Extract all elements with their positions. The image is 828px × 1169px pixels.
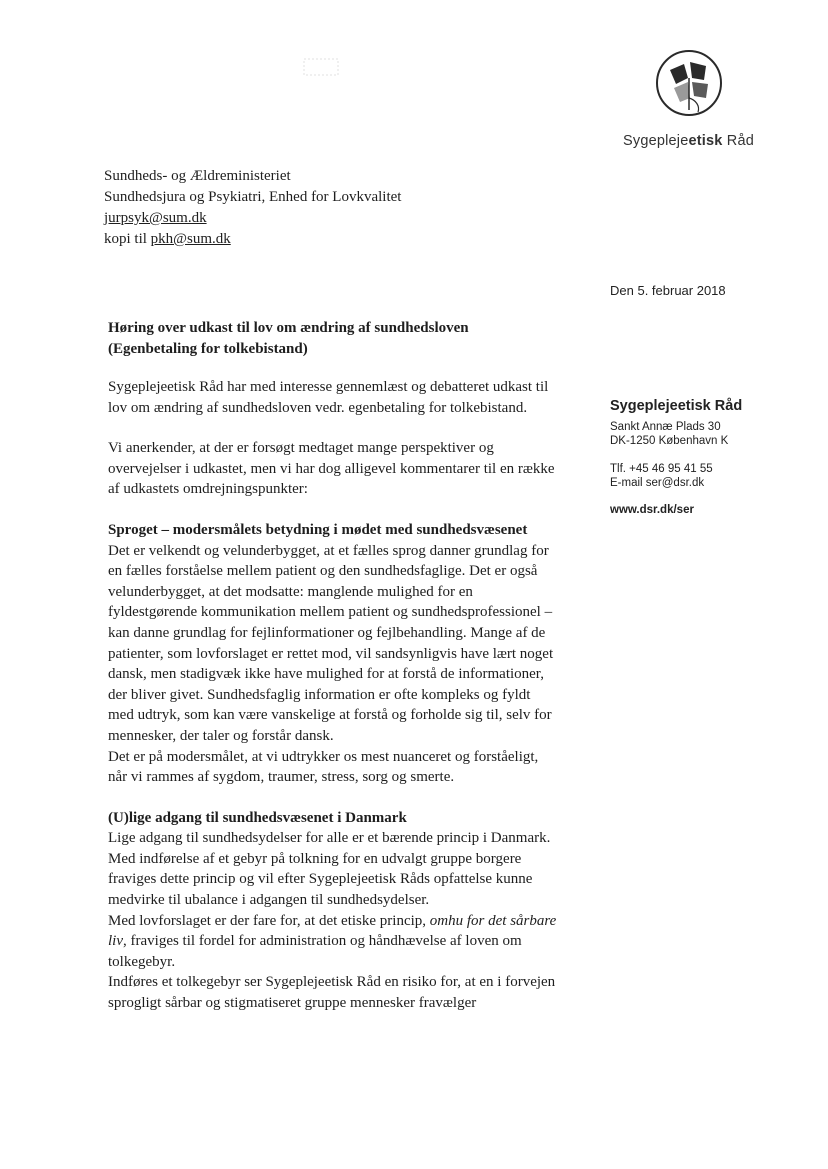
- sender-website-link[interactable]: www.dsr.dk/ser: [610, 504, 694, 516]
- sender-email: E-mail ser@dsr.dk: [610, 477, 705, 489]
- section-heading-access: (U)lige adgang til sundhedsvæsenet i Danmark: [108, 809, 407, 826]
- body-paragraph-risk: Indføres et tolkegebyr ser Sygeplejeetisk Råd en risiko for, at en i forvejen sprogligt sårbar og stigmatiseret gruppe mennesker fravælger: [108, 974, 556, 1012]
- section-heading-language: Sproget – modersmålets betydning i mødet med sundhedsvæsenet: [108, 521, 528, 538]
- body-paragraph-intro: Sygeplejeetisk Råd har med interesse gennemlæst og debatteret udkast til lov om ændring af sundhedsloven vedr. egenbetaling for tolkebistand.: [108, 379, 549, 416]
- organization-logo-text: Sygeplejeetisk Råd: [623, 133, 754, 149]
- sender-name: Sygeplejeetisk Råd: [610, 398, 743, 414]
- sender-phone: Tlf. +45 46 95 41 55: [610, 463, 713, 475]
- letter-body: [108, 377, 558, 1014]
- body-paragraph-access: Lige adgang til sundhedsydelser for alle er et bærende princip i Danmark. Med indførelse af et gebyr på tolkning for en udvalgt gruppe borgere fraviges dette princip og vil efter Sygeplejeetisk Råds opfattelse kunne medvirke til ubalance i adgangen til sundhedsydelser.: [108, 830, 551, 909]
- sender-address-city: DK-1250 København K: [610, 435, 729, 447]
- sender-address-street: Sankt Annæ Plads 30: [610, 421, 721, 433]
- body-paragraph-language: Det er velkendt og velunderbygget, at et fælles sprog danner grundlag for en fælles forståelse mellem patient og den sundhedsfaglige. Det er også velunderbygget, at det modsatte: manglende mulighed for en fyldestgørende kommunikation mellem patient og sundhedsprofessionel – kan danne grundlag for fejlinformationer og fejlbehandling. Mange af de patienter, som lovforslaget er rettet mod, vil sandsynligvis have lært noget dansk, men stadigvæk ikke have mulighed for at forstå de informationer, der bliver givet. Sundhedsfaglig information er ofte kompleks og fyldt med udtryk, som kan være vanskelige at forstå og forholde sig til, selv for mennesker, der taler og forstår dansk.: [108, 542, 554, 744]
- copy-email-link[interactable]: pkh@sum.dk: [150, 231, 231, 247]
- scan-stamp-mark: [300, 55, 342, 79]
- recipient-department: Sundhedsjura og Psykiatri, Enhed for Lovkvalitet: [104, 189, 402, 205]
- body-paragraph-ethics: Med lovforslaget er der fare for, at det etiske princip, omhu for det sårbare liv, fraviges til fordel for administration og håndhævelse af loven om tolkegebyr.: [108, 912, 557, 970]
- subject-line-1: Høring over udkast til lov om ændring af sundhedsloven: [108, 320, 469, 336]
- copy-prefix: kopi til: [104, 231, 151, 247]
- ethics-principle-emphasis: omhu for det sårbare liv: [108, 912, 557, 950]
- recipient-email-link[interactable]: jurpsyk@sum.dk: [104, 210, 207, 226]
- body-paragraph-acknowledgement: Vi anerkender, at der er forsøgt medtaget mange perspektiver og overvejelser i udkastet, men vi har dog alligevel kommentarer til en række af udkastets omdrejningspunkter:: [108, 440, 555, 498]
- sender-contact-sidebar: [610, 398, 810, 516]
- recipient-ministry: Sundheds- og Ældreministeriet: [104, 168, 291, 184]
- subject-line-2: (Egenbetaling for tolkebistand): [108, 341, 308, 357]
- recipient-address: [104, 166, 401, 250]
- organization-logo-icon: [654, 48, 724, 118]
- body-paragraph-mother-tongue: Det er på modersmålet, at vi udtrykker os mest nuanceret og forståeligt, når vi rammes af sygdom, traumer, stress, sorg og smerte.: [108, 748, 539, 786]
- letter-date: Den 5. februar 2018: [610, 283, 726, 298]
- letter-subject: [108, 318, 578, 360]
